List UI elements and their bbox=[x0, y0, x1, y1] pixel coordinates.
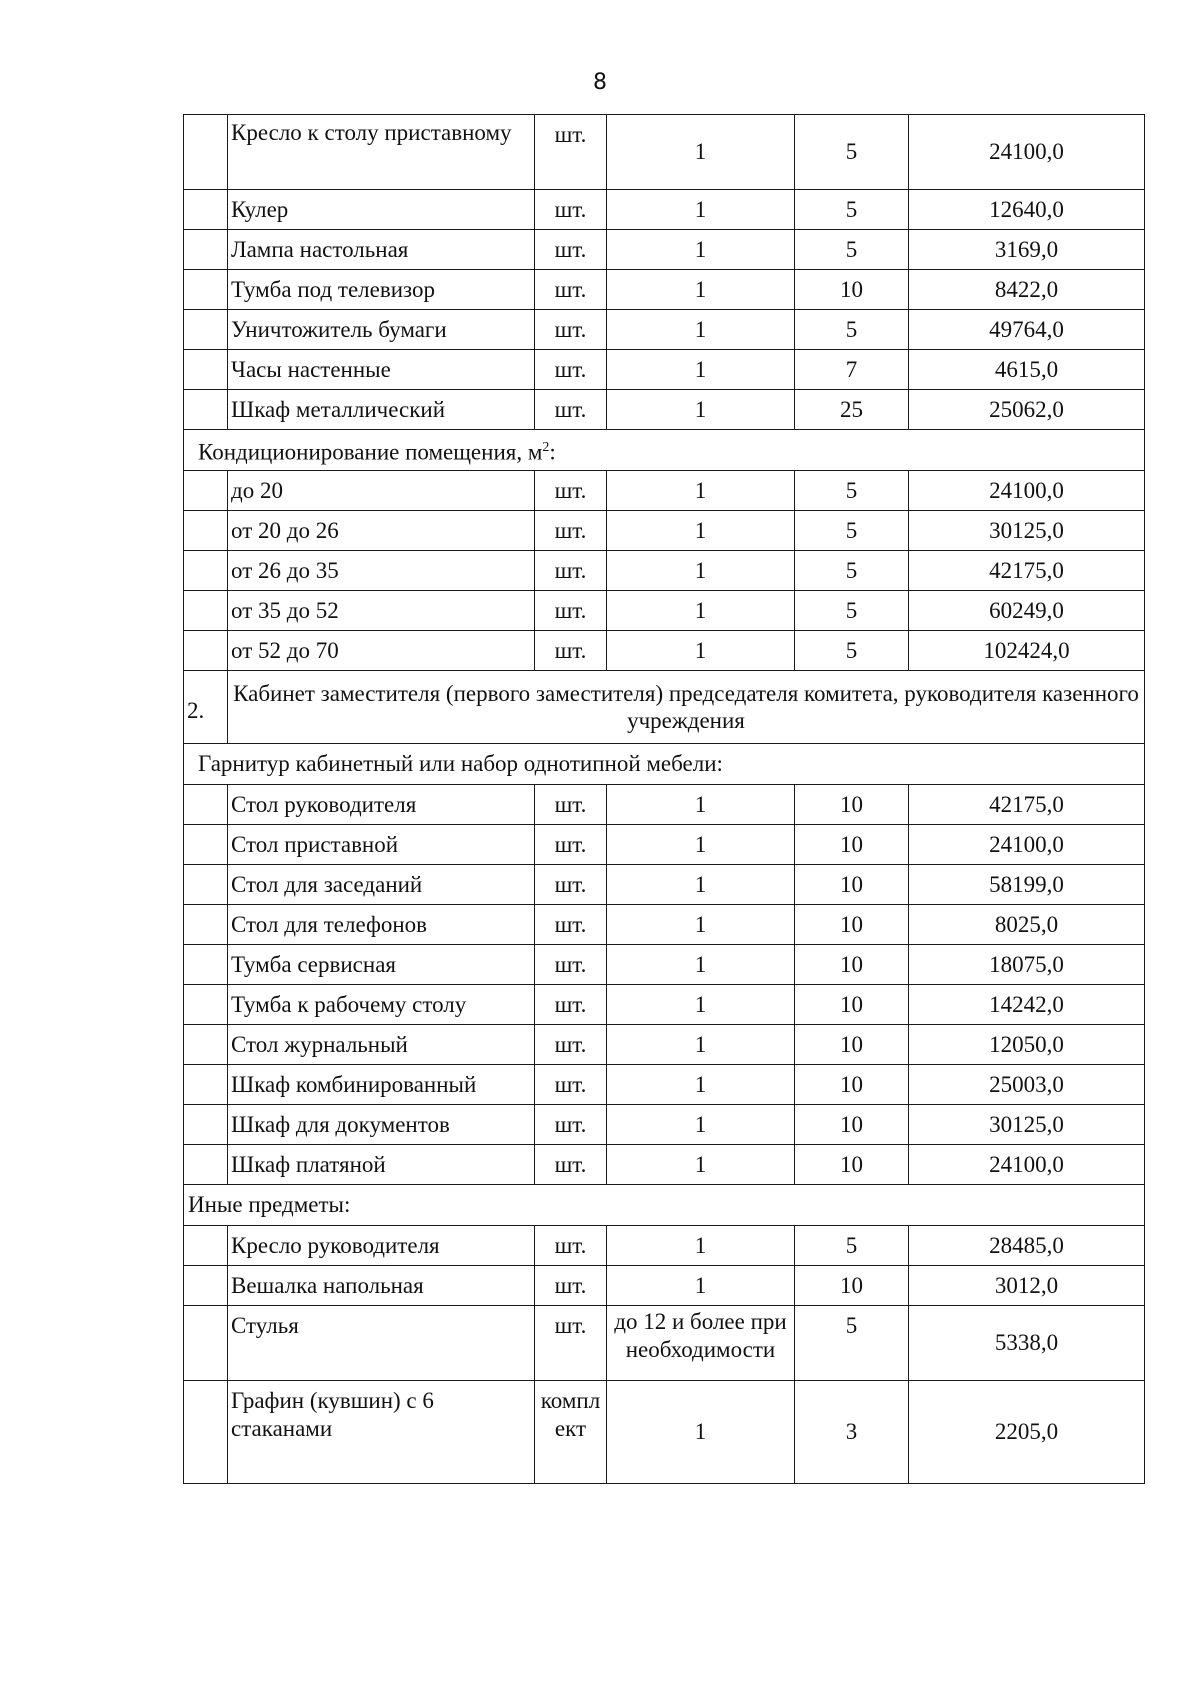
item-price: 24100,0 bbox=[909, 471, 1145, 511]
item-service-life: 10 bbox=[795, 1266, 909, 1306]
item-unit: шт. bbox=[535, 350, 607, 390]
item-service-life: 5 bbox=[795, 230, 909, 270]
item-name: Стол для телефонов bbox=[228, 905, 535, 945]
section-row bbox=[184, 744, 1145, 785]
item-price: 24100,0 bbox=[909, 1145, 1145, 1185]
table-row bbox=[184, 1105, 1145, 1145]
item-service-life: 10 bbox=[795, 825, 909, 865]
section-label-superscript: 2 bbox=[542, 439, 550, 455]
row-number-cell bbox=[184, 1226, 228, 1266]
row-number-cell bbox=[184, 1266, 228, 1306]
item-service-life: 10 bbox=[795, 985, 909, 1025]
item-unit: шт. bbox=[535, 1145, 607, 1185]
row-number-cell bbox=[184, 945, 228, 985]
row-number-cell bbox=[184, 1381, 228, 1484]
item-unit: шт. bbox=[535, 1226, 607, 1266]
cabinet-header-row bbox=[184, 671, 1145, 744]
table-row bbox=[184, 390, 1145, 430]
item-name: Тумба к рабочему столу bbox=[228, 985, 535, 1025]
item-unit: шт. bbox=[535, 785, 607, 825]
item-price: 5338,0 bbox=[909, 1306, 1145, 1381]
row-number-cell bbox=[184, 1025, 228, 1065]
row-number-cell bbox=[184, 270, 228, 310]
item-name: Кресло к столу приставному bbox=[228, 115, 535, 190]
item-price: 4615,0 bbox=[909, 350, 1145, 390]
item-name: Часы настенные bbox=[228, 350, 535, 390]
item-service-life: 10 bbox=[795, 905, 909, 945]
row-number-cell bbox=[184, 390, 228, 430]
item-service-life: 10 bbox=[795, 1145, 909, 1185]
section-row bbox=[184, 1185, 1145, 1226]
section-label-suffix: : bbox=[549, 439, 556, 465]
item-name: Уничтожитель бумаги bbox=[228, 310, 535, 350]
item-unit: шт. bbox=[535, 1025, 607, 1065]
row-number-cell bbox=[184, 1105, 228, 1145]
item-price: 42175,0 bbox=[909, 785, 1145, 825]
row-number-cell bbox=[184, 591, 228, 631]
table-row bbox=[184, 1306, 1145, 1381]
item-unit: шт. bbox=[535, 865, 607, 905]
item-quantity: 1 bbox=[607, 1145, 795, 1185]
item-price: 3012,0 bbox=[909, 1266, 1145, 1306]
item-price: 30125,0 bbox=[909, 1105, 1145, 1145]
item-name: Стулья bbox=[228, 1306, 535, 1381]
table-row bbox=[184, 350, 1145, 390]
row-number-cell bbox=[184, 310, 228, 350]
table-row bbox=[184, 825, 1145, 865]
item-unit: шт. bbox=[535, 1065, 607, 1105]
item-price: 2205,0 bbox=[909, 1381, 1145, 1484]
table-row bbox=[184, 905, 1145, 945]
item-quantity: 1 bbox=[607, 551, 795, 591]
item-service-life: 10 bbox=[795, 785, 909, 825]
item-price: 58199,0 bbox=[909, 865, 1145, 905]
table-row bbox=[184, 1266, 1145, 1306]
item-service-life: 5 bbox=[795, 115, 909, 190]
row-number-cell bbox=[184, 785, 228, 825]
page-number: 8 bbox=[593, 70, 607, 95]
item-quantity: 1 bbox=[607, 1381, 795, 1484]
item-price: 102424,0 bbox=[909, 631, 1145, 671]
item-service-life: 10 bbox=[795, 1025, 909, 1065]
item-unit: шт. bbox=[535, 390, 607, 430]
item-name: от 26 до 35 bbox=[228, 551, 535, 591]
item-price: 24100,0 bbox=[909, 115, 1145, 190]
table-row bbox=[184, 1025, 1145, 1065]
item-unit: шт. bbox=[535, 945, 607, 985]
item-service-life: 5 bbox=[795, 631, 909, 671]
row-number-cell bbox=[184, 985, 228, 1025]
item-service-life: 5 bbox=[795, 190, 909, 230]
table-row bbox=[184, 1226, 1145, 1266]
item-quantity: 1 bbox=[607, 230, 795, 270]
item-name: Кресло руководителя bbox=[228, 1226, 535, 1266]
item-unit: шт. bbox=[535, 1105, 607, 1145]
row-number-cell bbox=[184, 230, 228, 270]
item-service-life: 5 bbox=[795, 471, 909, 511]
item-name: Шкаф для документов bbox=[228, 1105, 535, 1145]
item-price: 25062,0 bbox=[909, 390, 1145, 430]
item-unit: шт. bbox=[535, 270, 607, 310]
item-service-life: 7 bbox=[795, 350, 909, 390]
table-row bbox=[184, 1145, 1145, 1185]
item-quantity: 1 bbox=[607, 1025, 795, 1065]
table-row bbox=[184, 270, 1145, 310]
item-quantity: 1 bbox=[607, 945, 795, 985]
row-number-cell bbox=[184, 115, 228, 190]
row-number-cell bbox=[184, 471, 228, 511]
item-name: Кулер bbox=[228, 190, 535, 230]
item-unit: шт. bbox=[535, 551, 607, 591]
section-row bbox=[184, 430, 1145, 471]
item-quantity: 1 bbox=[607, 591, 795, 631]
row-number-cell bbox=[184, 350, 228, 390]
table-row bbox=[184, 1065, 1145, 1105]
table-row bbox=[184, 310, 1145, 350]
cabinet-title: Кабинет заместителя (первого заместителя) председателя комитета, руководителя казенного учреждения bbox=[228, 671, 1145, 744]
row-number-cell bbox=[184, 1065, 228, 1105]
item-name: от 20 до 26 bbox=[228, 511, 535, 551]
item-quantity: 1 bbox=[607, 985, 795, 1025]
item-name: Шкаф платяной bbox=[228, 1145, 535, 1185]
cabinet-number: 2. bbox=[184, 671, 228, 744]
row-number-cell bbox=[184, 905, 228, 945]
section-heading-other: Иные предметы: bbox=[184, 1185, 1145, 1226]
item-unit: шт. bbox=[535, 230, 607, 270]
row-number-cell bbox=[184, 865, 228, 905]
item-service-life: 3 bbox=[795, 1381, 909, 1484]
item-quantity: 1 bbox=[607, 1266, 795, 1306]
item-price: 8025,0 bbox=[909, 905, 1145, 945]
item-price: 60249,0 bbox=[909, 591, 1145, 631]
item-service-life: 10 bbox=[795, 270, 909, 310]
item-name: Графин (кувшин) с 6 стаканами bbox=[228, 1381, 535, 1484]
item-name: Вешалка напольная bbox=[228, 1266, 535, 1306]
item-unit: шт. bbox=[535, 985, 607, 1025]
item-name: Тумба под телевизор bbox=[228, 270, 535, 310]
item-quantity: 1 bbox=[607, 350, 795, 390]
item-service-life: 5 bbox=[795, 1306, 909, 1381]
item-service-life: 5 bbox=[795, 511, 909, 551]
item-price: 42175,0 bbox=[909, 551, 1145, 591]
item-quantity: 1 bbox=[607, 115, 795, 190]
item-quantity: 1 bbox=[607, 390, 795, 430]
section-heading-conditioning bbox=[184, 430, 1145, 471]
table-row bbox=[184, 1381, 1145, 1484]
item-service-life: 5 bbox=[795, 1226, 909, 1266]
table-row bbox=[184, 945, 1145, 985]
table-row bbox=[184, 631, 1145, 671]
item-name: Лампа настольная bbox=[228, 230, 535, 270]
norms-table-body bbox=[184, 115, 1145, 1484]
table-row bbox=[184, 230, 1145, 270]
item-unit: шт. bbox=[535, 1306, 607, 1381]
item-name: Стол приставной bbox=[228, 825, 535, 865]
item-price: 25003,0 bbox=[909, 1065, 1145, 1105]
item-name: от 35 до 52 bbox=[228, 591, 535, 631]
table-row bbox=[184, 785, 1145, 825]
table-row bbox=[184, 551, 1145, 591]
table-row bbox=[184, 591, 1145, 631]
item-unit: шт. bbox=[535, 310, 607, 350]
item-price: 12050,0 bbox=[909, 1025, 1145, 1065]
row-number-cell bbox=[184, 551, 228, 591]
item-unit: шт. bbox=[535, 591, 607, 631]
item-name: Стол для заседаний bbox=[228, 865, 535, 905]
table-row bbox=[184, 190, 1145, 230]
row-number-cell bbox=[184, 825, 228, 865]
table-row bbox=[184, 985, 1145, 1025]
item-price: 8422,0 bbox=[909, 270, 1145, 310]
item-service-life: 10 bbox=[795, 865, 909, 905]
table-row bbox=[184, 115, 1145, 190]
item-service-life: 10 bbox=[795, 945, 909, 985]
row-number-cell bbox=[184, 511, 228, 551]
item-name: Шкаф комбинированный bbox=[228, 1065, 535, 1105]
item-service-life: 5 bbox=[795, 310, 909, 350]
item-unit: шт. bbox=[535, 905, 607, 945]
item-price: 14242,0 bbox=[909, 985, 1145, 1025]
item-quantity: 1 bbox=[607, 1226, 795, 1266]
item-quantity: 1 bbox=[607, 1105, 795, 1145]
table-row bbox=[184, 511, 1145, 551]
item-quantity: 1 bbox=[607, 905, 795, 945]
item-quantity: до 12 и более при необходимости bbox=[607, 1306, 795, 1381]
item-quantity: 1 bbox=[607, 270, 795, 310]
item-price: 12640,0 bbox=[909, 190, 1145, 230]
item-quantity: 1 bbox=[607, 631, 795, 671]
section-label: Кондиционирование помещения, м bbox=[198, 439, 543, 465]
item-unit: шт. bbox=[535, 511, 607, 551]
item-name: Стол журнальный bbox=[228, 1025, 535, 1065]
table-row bbox=[184, 865, 1145, 905]
item-service-life: 10 bbox=[795, 1105, 909, 1145]
item-service-life: 25 bbox=[795, 390, 909, 430]
item-unit: шт. bbox=[535, 115, 607, 190]
item-price: 18075,0 bbox=[909, 945, 1145, 985]
item-name: Шкаф металлический bbox=[228, 390, 535, 430]
item-price: 3169,0 bbox=[909, 230, 1145, 270]
row-number-cell bbox=[184, 1306, 228, 1381]
item-service-life: 5 bbox=[795, 551, 909, 591]
item-quantity: 1 bbox=[607, 471, 795, 511]
item-unit: шт. bbox=[535, 1266, 607, 1306]
item-unit: шт. bbox=[535, 471, 607, 511]
item-service-life: 10 bbox=[795, 1065, 909, 1105]
item-unit: шт. bbox=[535, 825, 607, 865]
item-name: до 20 bbox=[228, 471, 535, 511]
item-name: от 52 до 70 bbox=[228, 631, 535, 671]
item-quantity: 1 bbox=[607, 865, 795, 905]
item-price: 49764,0 bbox=[909, 310, 1145, 350]
row-number-cell bbox=[184, 631, 228, 671]
section-heading-furniture: Гарнитур кабинетный или набор однотипной мебели: bbox=[184, 744, 1145, 785]
item-price: 30125,0 bbox=[909, 511, 1145, 551]
item-quantity: 1 bbox=[607, 511, 795, 551]
item-service-life: 5 bbox=[795, 591, 909, 631]
item-quantity: 1 bbox=[607, 310, 795, 350]
item-quantity: 1 bbox=[607, 785, 795, 825]
row-number-cell bbox=[184, 1145, 228, 1185]
item-price: 28485,0 bbox=[909, 1226, 1145, 1266]
item-name: Стол руководителя bbox=[228, 785, 535, 825]
item-name: Тумба сервисная bbox=[228, 945, 535, 985]
table-row bbox=[184, 471, 1145, 511]
item-quantity: 1 bbox=[607, 190, 795, 230]
row-number-cell bbox=[184, 190, 228, 230]
item-unit: шт. bbox=[535, 190, 607, 230]
norms-table bbox=[183, 114, 1145, 1484]
item-unit: компл ект bbox=[535, 1381, 607, 1484]
item-unit: шт. bbox=[535, 631, 607, 671]
item-quantity: 1 bbox=[607, 825, 795, 865]
item-quantity: 1 bbox=[607, 1065, 795, 1105]
item-price: 24100,0 bbox=[909, 825, 1145, 865]
